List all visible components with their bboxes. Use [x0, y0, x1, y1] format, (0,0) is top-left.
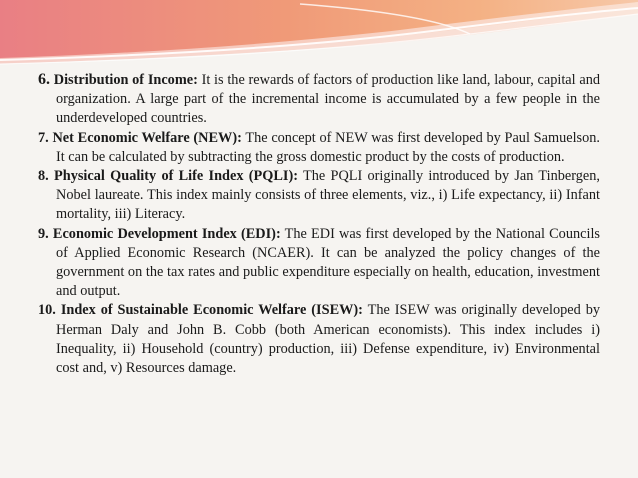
item-number: 7.: [38, 129, 49, 146]
item-pqli: [38, 167, 600, 225]
item-body: The concept of NEW was first developed by Paul Samuelson. It can be calculated by subtracting the gross domestic product by the costs of production.: [56, 129, 600, 165]
item-body: The ISEW was originally developed by Herman Daly and John B. Cobb (both American economists). This index includes i) Inequality, ii) Household (country) production, iii) Defense expenditure, iv) Environmental cost and, v) Resources damage.: [56, 302, 601, 377]
item-isew: [38, 301, 600, 378]
item-heading: Index of Sustainable Economic Welfare (ISEW):: [60, 302, 363, 319]
text-content: [38, 70, 600, 378]
item-number: 10.: [38, 302, 56, 319]
item-number: 8.: [38, 168, 49, 185]
item-body: It is the rewards of factors of production like land, labour, capital and organization. A large part of the incremental income is accumulated by a few people in the underdeveloped countries.: [56, 72, 600, 127]
item-net-economic-welfare: [38, 129, 600, 167]
item-body: The EDI was first developed by the National Councils of Applied Economic Research (NCAER). It can be analyzed the policy changes of the government on the tax rates and public expenditure especially on health, education, investment and output.: [56, 225, 600, 300]
item-heading: Net Economic Welfare (NEW):: [52, 129, 242, 146]
item-number: 9.: [38, 225, 49, 242]
item-heading: Physical Quality of Life Index (PQLI):: [54, 168, 298, 185]
item-distribution-of-income: [38, 70, 600, 129]
item-heading: Distribution of Income:: [53, 72, 198, 88]
item-body: The PQLI originally introduced by Jan Tinbergen, Nobel laureate. This index mainly consists of three elements, viz., i) Life expectancy, ii) Infant mortality, iii) Literacy.: [56, 168, 600, 223]
item-heading: Economic Development Index (EDI):: [52, 225, 281, 242]
decorative-banner: [0, 0, 638, 70]
item-edi: [38, 225, 600, 302]
item-number: 6.: [38, 71, 50, 88]
